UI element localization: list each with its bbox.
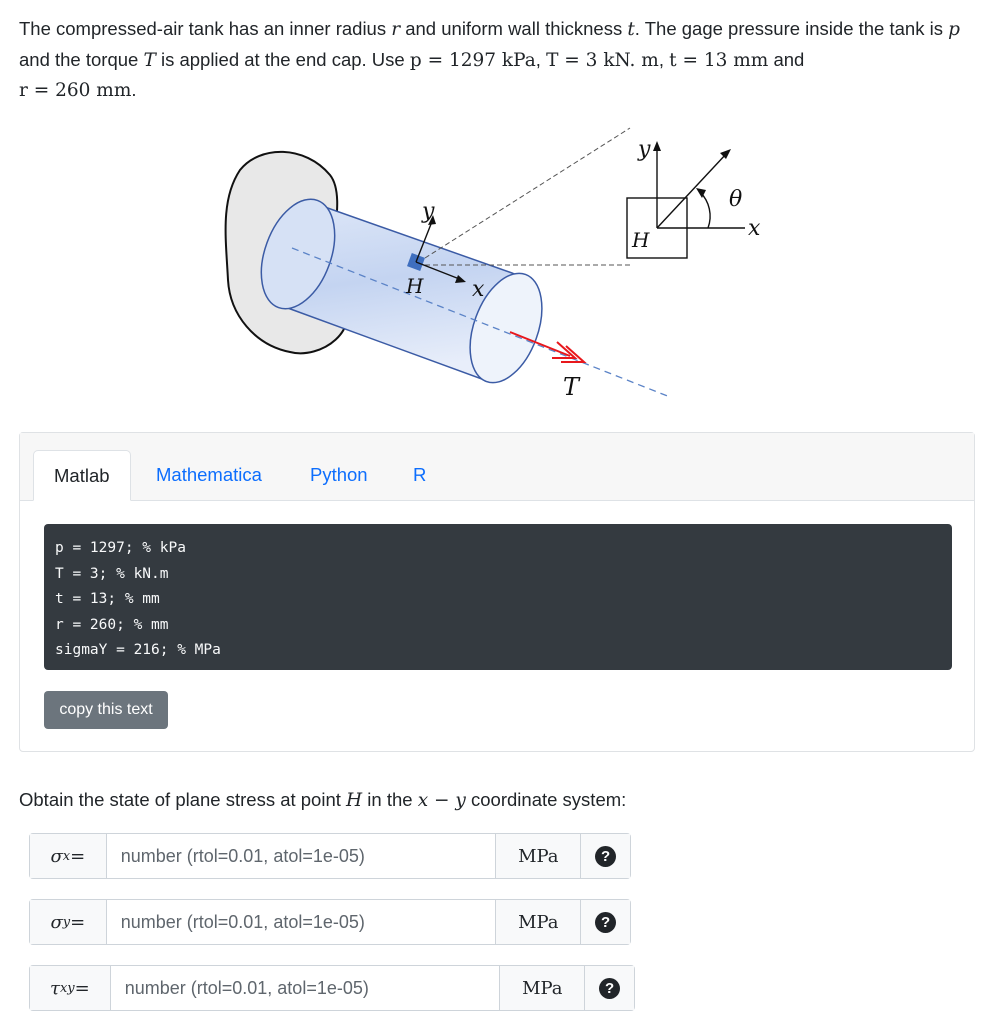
inset-tank-axis xyxy=(657,153,727,228)
answer-equals: = xyxy=(74,977,90,999)
problem-text: . xyxy=(131,79,137,100)
prompt-text: coordinate system: xyxy=(465,789,627,810)
code-line: p = 1297; % kPa xyxy=(55,540,186,556)
answer-subscript: x xyxy=(62,848,71,864)
prompt-text: in the xyxy=(362,789,418,810)
answer-symbol: τ xyxy=(49,977,60,999)
math-T: T xyxy=(143,49,156,71)
answer-equals: = xyxy=(70,911,86,933)
problem-text: , xyxy=(535,48,547,70)
problem-text: The compressed-air tank has an inner radius xyxy=(19,18,392,39)
tank-figure xyxy=(200,120,761,410)
answer-label xyxy=(30,966,111,1010)
label-y-inset: y xyxy=(638,137,651,162)
answer-row-sigma-x xyxy=(29,833,631,879)
code-line: sigmaY = 216; % MPa xyxy=(55,642,221,658)
answer-subscript: y xyxy=(62,914,71,930)
math-x-minus-y: x − y xyxy=(417,790,466,811)
tau-xy-input[interactable] xyxy=(111,966,500,1010)
unit-label: MPa xyxy=(495,900,580,944)
math-p-value: p = 1297 kPa xyxy=(409,49,536,71)
answer-symbol: σ xyxy=(50,845,63,867)
sigma-y-input[interactable] xyxy=(107,900,496,944)
label-T: T xyxy=(563,373,580,401)
answer-symbol: σ xyxy=(50,911,63,933)
inset-y-arrowhead xyxy=(653,141,661,151)
math-r: r xyxy=(391,19,401,40)
answer-label xyxy=(30,834,107,878)
tab-matlab[interactable]: Matlab xyxy=(33,450,131,501)
problem-text: and xyxy=(768,48,805,70)
unit-label: MPa xyxy=(495,834,580,878)
inset-tank-axis-arrowhead xyxy=(720,149,731,159)
help-button[interactable] xyxy=(580,900,630,944)
question-circle-icon: ? xyxy=(595,912,616,933)
problem-text: is applied at the end cap. Use xyxy=(155,48,410,70)
math-t: t xyxy=(627,19,635,40)
label-theta: θ xyxy=(729,187,743,212)
prompt-text: Obtain the state of plane stress at point xyxy=(19,789,347,810)
answer-equals: = xyxy=(70,845,86,867)
label-H-main: H xyxy=(406,274,424,298)
copy-text-button[interactable]: copy this text xyxy=(44,691,168,729)
help-button[interactable] xyxy=(580,834,630,878)
code-block[interactable] xyxy=(44,524,952,670)
problem-statement xyxy=(19,14,974,106)
tab-python[interactable]: Python xyxy=(310,464,368,485)
question-circle-icon: ? xyxy=(599,978,620,999)
math-H: H xyxy=(346,790,363,811)
problem-text: , xyxy=(658,48,670,70)
label-H-inset: H xyxy=(632,228,650,252)
label-y-main: y xyxy=(422,199,435,224)
answer-subscript: xy xyxy=(59,980,75,996)
unit-label: MPa xyxy=(499,966,584,1010)
help-button[interactable] xyxy=(584,966,634,1010)
code-line: r = 260; % mm xyxy=(55,616,169,633)
math-p: p xyxy=(948,19,960,40)
problem-text: . The gage pressure inside the tank is xyxy=(634,18,949,39)
theta-arc xyxy=(700,192,710,228)
question-prompt xyxy=(19,786,626,815)
answer-label xyxy=(30,900,107,944)
code-card xyxy=(19,432,975,752)
code-line: T = 3; % kN.m xyxy=(55,565,169,582)
math-r-value: r = 260 mm xyxy=(19,80,132,101)
math-t-value: t = 13 mm xyxy=(669,49,769,71)
problem-text: and uniform wall thickness xyxy=(400,18,628,39)
label-x-main: x xyxy=(472,277,485,302)
answer-row-tau-xy xyxy=(29,965,635,1011)
sigma-x-input[interactable] xyxy=(107,834,496,878)
problem-text: and the torque xyxy=(19,48,144,70)
language-tab-bar xyxy=(20,433,974,501)
tab-r[interactable]: R xyxy=(413,464,427,485)
tab-mathematica[interactable]: Mathematica xyxy=(156,464,262,485)
leader-line xyxy=(425,128,630,258)
answer-row-sigma-y xyxy=(29,899,631,945)
math-T-value: T = 3 kN. m xyxy=(546,49,659,71)
question-circle-icon: ? xyxy=(595,846,616,867)
code-line: t = 13; % mm xyxy=(55,591,160,607)
label-x-inset: x xyxy=(748,216,761,241)
